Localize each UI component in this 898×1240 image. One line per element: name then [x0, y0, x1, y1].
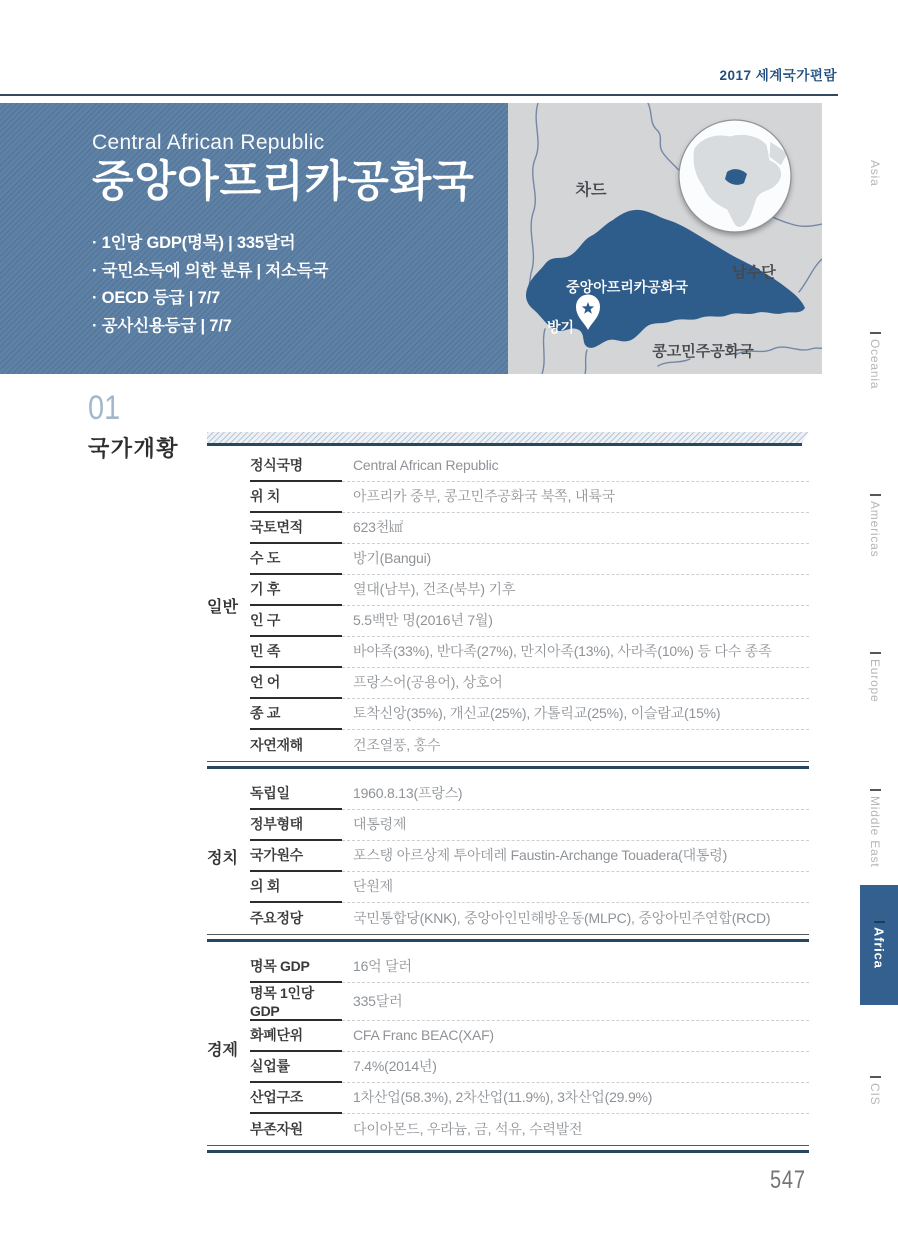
- row-value: 다이아몬드, 우라늄, 금, 석유, 수력발전: [353, 1120, 583, 1137]
- hero-bullet: · 국민소득에 의한 분류 | 저소득국: [92, 261, 329, 280]
- row-label: 위 치: [250, 482, 342, 513]
- tick-mark: [870, 332, 881, 334]
- row-label: 산업구조: [250, 1083, 342, 1114]
- row-value: 아프리카 중부, 콩고민주공화국 북쪽, 내륙국: [342, 482, 809, 513]
- row-label: 주요정당: [250, 910, 303, 926]
- label-dr-congo: 콩고민주공화국: [652, 343, 754, 360]
- row-value: 건조열풍, 홍수: [353, 736, 441, 753]
- row-value: 바야족(33%), 반다족(27%), 만지아족(13%), 사라족(10%) 등 다수 종족: [342, 637, 809, 668]
- country-name-english: Central African Republic: [92, 131, 325, 154]
- row-value: 방기(Bangui): [342, 544, 809, 575]
- row-value: CFA Franc BEAC(XAF): [342, 1021, 809, 1052]
- sidebar-tab-label: Oceania: [868, 339, 882, 390]
- book-title-header: 2017 세계국가편람: [719, 68, 837, 83]
- row-value: 포스탱 아르상제 투아데레 Faustin-Archange Touadera(대통령): [342, 841, 809, 872]
- tick-mark: [870, 652, 881, 654]
- sidebar-tab-cis: [868, 1076, 882, 1105]
- row-label: 수 도: [250, 544, 342, 575]
- table-row: [250, 730, 809, 761]
- row-label: 정부형태: [250, 810, 342, 841]
- sidebar-tab-label: CIS: [868, 1083, 882, 1106]
- sidebar-tab-label: Asia: [868, 160, 882, 187]
- row-label: 의 회: [250, 872, 342, 903]
- table-row: [250, 779, 809, 810]
- row-value: 1차산업(58.3%), 2차산업(11.9%), 3차산업(29.9%): [342, 1083, 809, 1114]
- row-value: 5.5백만 명(2016년 7월): [342, 606, 809, 637]
- row-value: Central African Republic: [342, 451, 809, 482]
- section-heading: [88, 391, 179, 463]
- inset-globe: [679, 120, 791, 232]
- country-name-korean: 중앙아프리카공화국: [92, 158, 475, 206]
- table-row: [250, 841, 809, 872]
- row-label: 민 족: [250, 637, 342, 668]
- table-group: [207, 947, 809, 1145]
- row-value: 대통령제: [342, 810, 809, 841]
- sidebar-tab-americas: [868, 494, 882, 557]
- table-group: [207, 774, 809, 934]
- sidebar-tab-asia: [868, 160, 882, 187]
- country-fact-table: [207, 432, 809, 1158]
- header-rule: [0, 94, 838, 96]
- sidebar-tab-africa: [860, 885, 898, 1005]
- country-map: [508, 103, 822, 374]
- map-svg: [508, 103, 822, 374]
- page-number: 547: [770, 1166, 806, 1194]
- label-south-sudan: 남수단: [732, 264, 776, 281]
- table-row: [250, 872, 809, 903]
- sidebar-tab-oceania: [868, 332, 882, 389]
- table-row: [250, 451, 809, 482]
- table-row: [250, 1052, 809, 1083]
- row-label: 실업률: [250, 1052, 342, 1083]
- row-label: 독립일: [250, 779, 342, 810]
- section-title: 국가개황: [88, 436, 180, 461]
- row-value: 토착신앙(35%), 개신교(25%), 가톨릭교(25%), 이슬람교(15%): [342, 699, 809, 730]
- group-rows: [250, 779, 809, 934]
- table-row: [250, 513, 809, 544]
- row-label: 자연재해: [250, 737, 303, 753]
- tick-mark: [870, 1076, 881, 1078]
- row-value: 16억 달러: [342, 952, 809, 983]
- table-groups: [207, 446, 809, 1153]
- hero-bullet: · 1인당 GDP(명목) | 335달러: [92, 234, 296, 253]
- row-label: 기 후: [250, 575, 342, 606]
- group-separator-thick: [207, 766, 809, 769]
- table-row: [250, 903, 809, 934]
- tick-mark: [870, 494, 881, 496]
- row-value: 열대(남부), 건조(북부) 기후: [342, 575, 809, 606]
- group-separator-thick: [207, 1150, 809, 1153]
- country-hero-banner: [0, 103, 508, 374]
- group-label: 정치: [207, 849, 238, 867]
- row-value: 프랑스어(공용어), 상호어: [342, 668, 809, 699]
- row-label: 국토면적: [250, 513, 342, 544]
- group-label: 일반: [207, 599, 238, 616]
- label-capital-bangui: 방기: [546, 319, 574, 335]
- sidebar-tab-label: Africa: [871, 927, 887, 969]
- group-label: 경제: [207, 1041, 238, 1059]
- group-rows: [250, 952, 809, 1145]
- row-label: 명목 1인당 GDP: [250, 983, 342, 1021]
- label-car-on-map: 중앙아프리카공화국: [566, 279, 688, 295]
- hero-bullet-list: [92, 230, 508, 340]
- row-label: 인 구: [250, 606, 342, 637]
- table-row: [250, 637, 809, 668]
- row-label: 정식국명: [250, 451, 342, 482]
- section-number: 01: [88, 389, 121, 427]
- row-value: 7.4%(2014년): [342, 1052, 809, 1083]
- sidebar-tab-label: Middle East: [868, 796, 882, 868]
- table-row: [250, 1114, 809, 1145]
- table-row: [250, 1021, 809, 1052]
- row-label: 종 교: [250, 699, 342, 730]
- row-value: 1960.8.13(프랑스): [342, 779, 809, 810]
- table-row: [250, 983, 809, 1021]
- sidebar-tab-label: Americas: [868, 501, 882, 558]
- table-row: [250, 1083, 809, 1114]
- sidebar-tab-middle-east: [868, 789, 882, 868]
- table-row: [250, 699, 809, 730]
- tick-mark: [874, 921, 885, 923]
- row-value: 335달러: [342, 983, 809, 1021]
- table-row: [250, 544, 809, 575]
- row-label: 명목 GDP: [250, 952, 342, 983]
- sidebar-tab-europe: [868, 652, 882, 703]
- table-group: [207, 446, 809, 761]
- hero-bullet: · 공사신용등급 | 7/7: [92, 316, 232, 335]
- hero-bullet: · OECD 등급 | 7/7: [92, 289, 220, 308]
- group-separator-thin: [207, 1145, 809, 1146]
- table-row: [250, 810, 809, 841]
- row-label: 국가원수: [250, 841, 342, 872]
- row-value: 국민통합당(KNK), 중앙아인민해방운동(MLPC), 중앙아민주연합(RCD): [353, 909, 771, 926]
- row-value: 623천㎢: [342, 513, 809, 544]
- sidebar-tab-label: Europe: [868, 659, 882, 703]
- row-label: 부존자원: [250, 1121, 303, 1137]
- group-separator-thin: [207, 761, 809, 762]
- table-row: [250, 482, 809, 513]
- row-value: 단원제: [342, 872, 809, 903]
- table-row: [250, 952, 809, 983]
- table-row: [250, 606, 809, 637]
- row-label: 화폐단위: [250, 1021, 342, 1052]
- table-row: [250, 575, 809, 606]
- tick-mark: [870, 789, 881, 791]
- group-rows: [250, 451, 809, 761]
- table-row: [250, 668, 809, 699]
- table-top-hatch-bar: [207, 432, 809, 443]
- group-separator-thick: [207, 939, 809, 942]
- label-chad: 차드: [575, 182, 607, 199]
- group-separator-thin: [207, 934, 809, 935]
- row-label: 언 어: [250, 668, 342, 699]
